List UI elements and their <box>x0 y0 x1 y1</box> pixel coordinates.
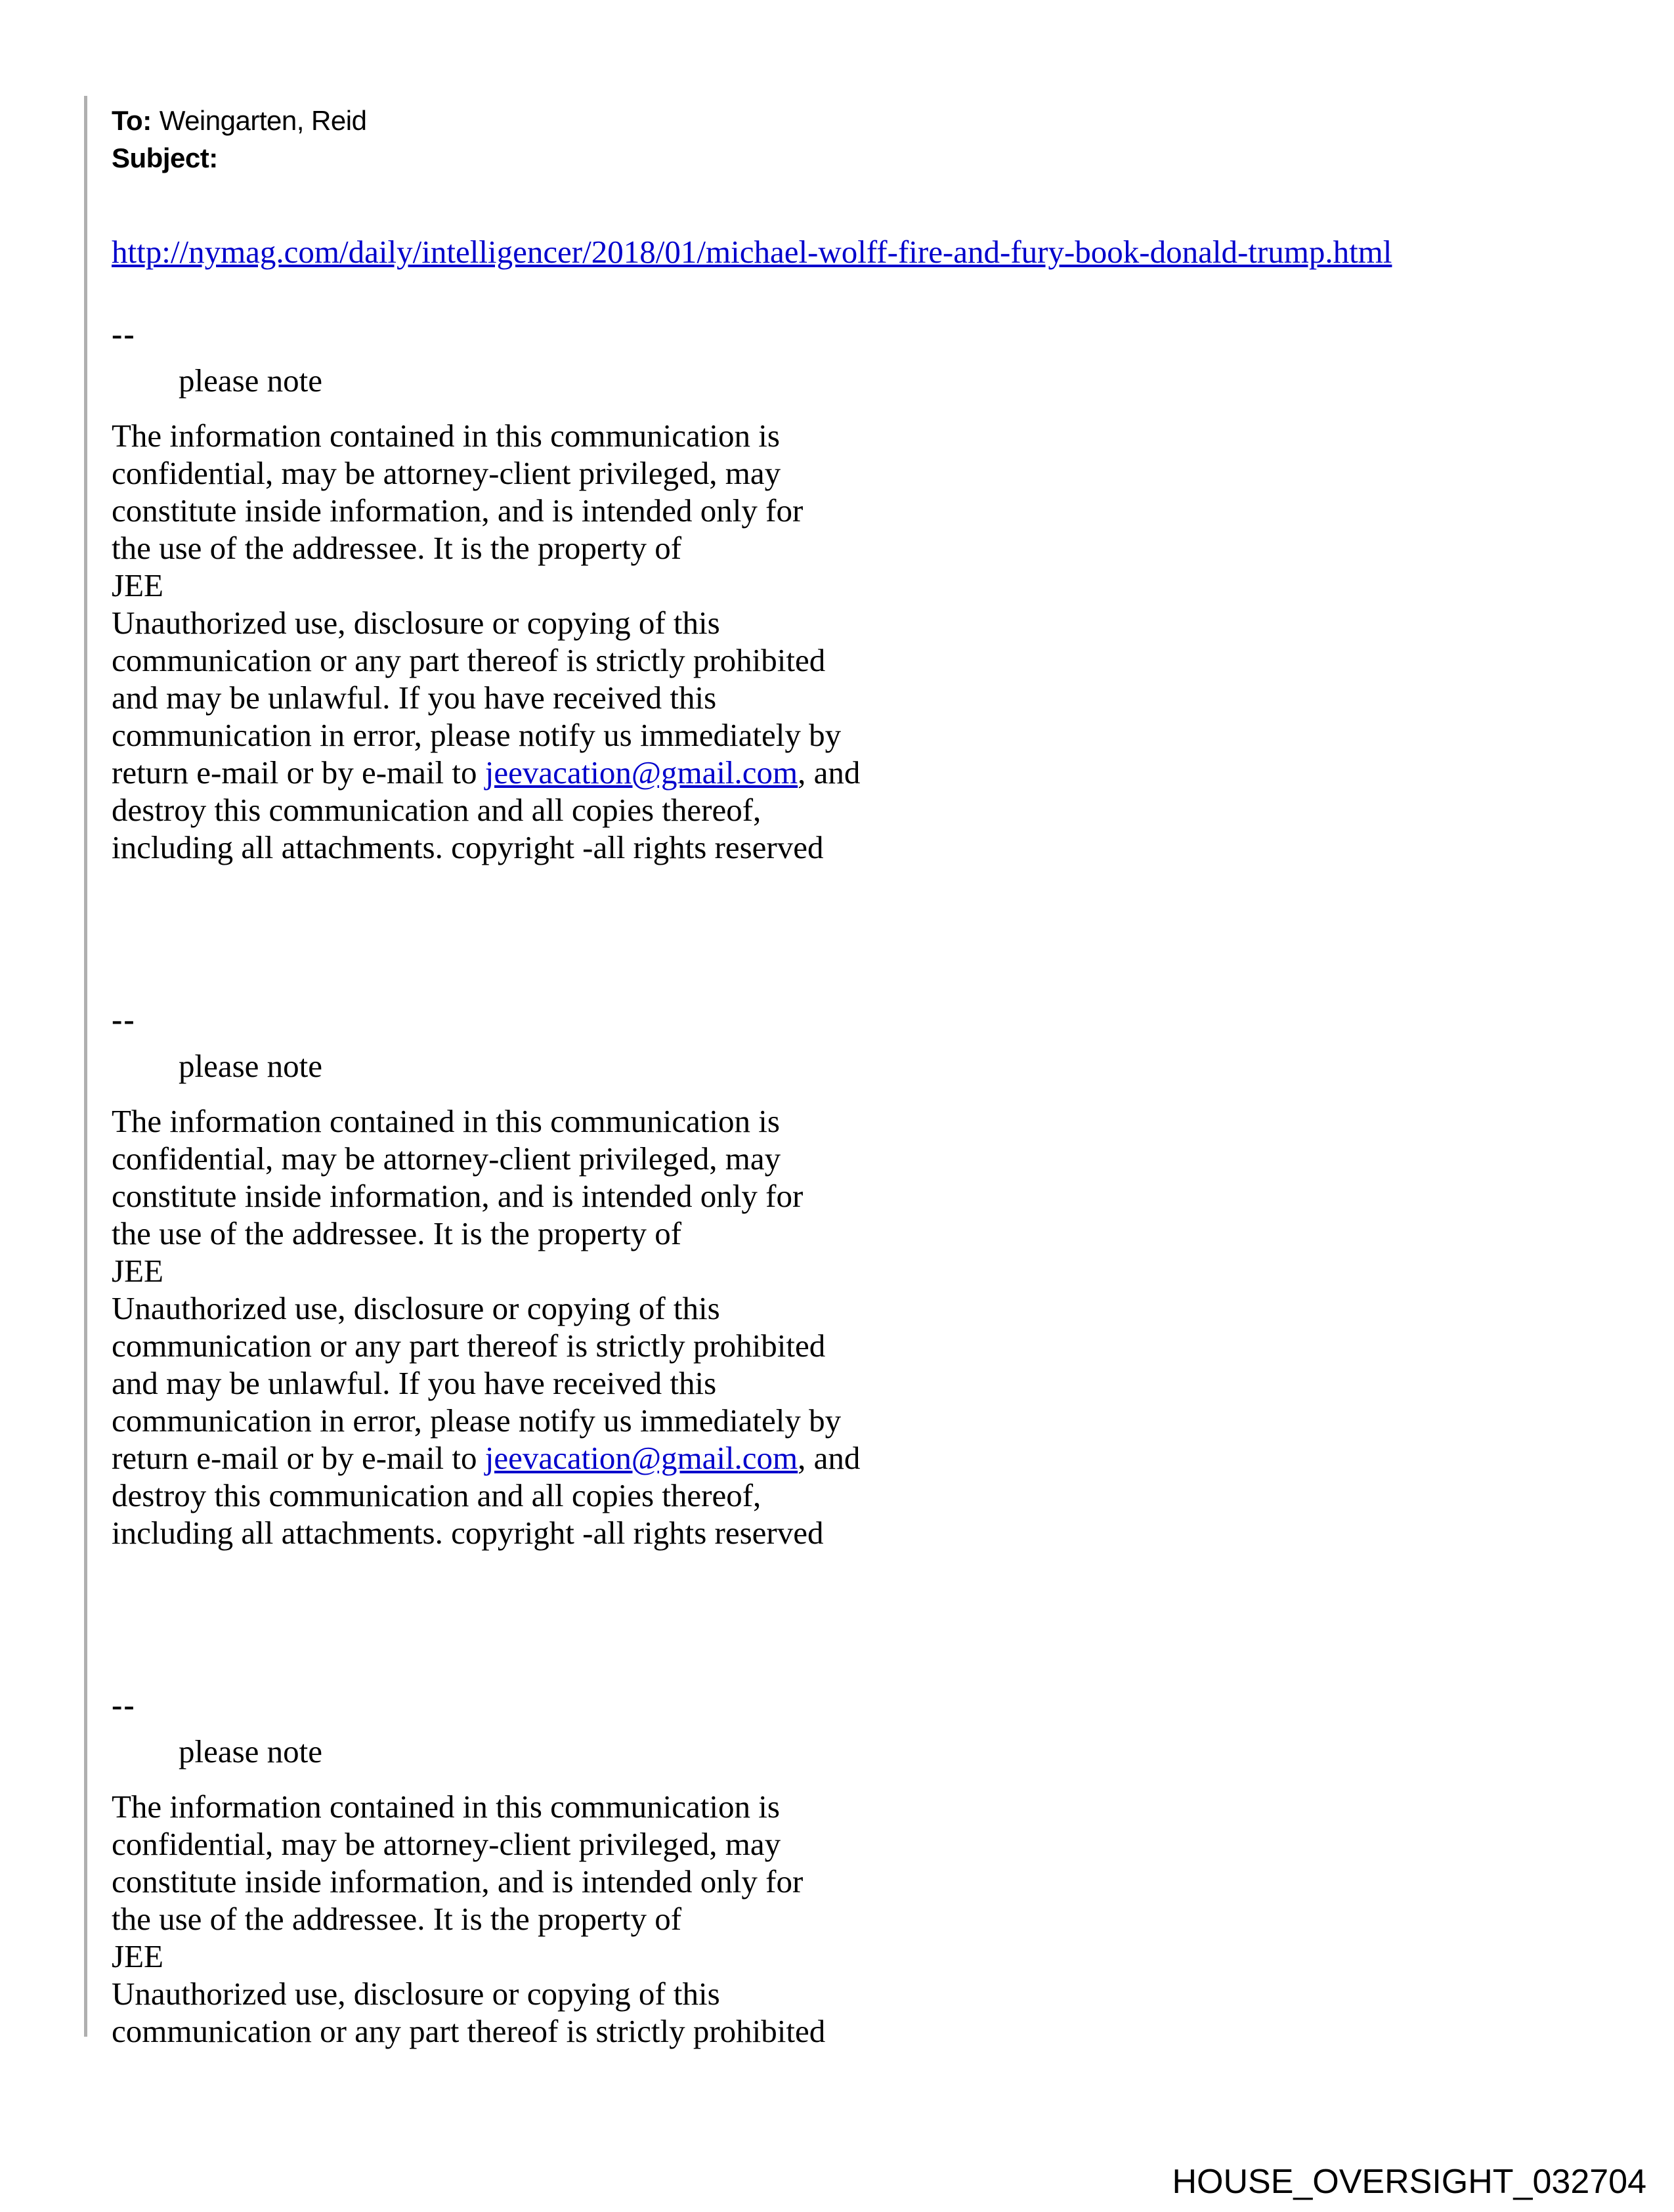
subject-label: Subject: <box>112 142 218 173</box>
separator-dashes: -- <box>112 1687 136 1723</box>
disclaimer-line: constitute inside information, and is intended only for <box>112 1178 804 1214</box>
to-line <box>112 102 1556 139</box>
disclaimer-paragraph <box>112 1102 1556 1551</box>
disclaimer-line: confidential, may be attorney-client privileged, may <box>112 455 781 491</box>
disclaimer-line: JEE <box>112 1938 163 1974</box>
disclaimer-line: JEE <box>112 567 163 603</box>
to-value: Weingarten, Reid <box>159 105 367 136</box>
disclaimer-line: the use of the addressee. It is the property of <box>112 1215 682 1251</box>
separator-dashes: -- <box>112 1001 136 1037</box>
disclaimer-line: communication in error, please notify us immediately by <box>112 717 842 753</box>
disclaimer-line: communication or any part thereof is strictly prohibited <box>112 1328 826 1364</box>
disclaimer-line: the use of the addressee. It is the property of <box>112 530 682 566</box>
disclaimer-line: communication or any part thereof is strictly prohibited <box>112 642 826 678</box>
disclaimer-line: including all attachments. copyright -all rights reserved <box>112 829 824 865</box>
quoted-message-bar <box>84 96 87 2037</box>
signature-blocks <box>112 315 1556 2050</box>
disclaimer-line: The information contained in this communication is <box>112 1103 780 1139</box>
bates-number: HOUSE_OVERSIGHT_032704 <box>1172 2163 1646 2201</box>
disclaimer-text: , and <box>798 754 861 791</box>
please-note-heading: please note <box>179 1733 323 1769</box>
disclaimer-line: The information contained in this communication is <box>112 418 780 454</box>
email-content <box>112 102 1556 2050</box>
signature-block <box>112 1686 1556 2050</box>
disclaimer-line: destroy this communication and all copies thereof, <box>112 1477 762 1513</box>
disclaimer-line: destroy this communication and all copies thereof, <box>112 792 762 828</box>
signature-block <box>112 315 1556 866</box>
disclaimer-paragraph <box>112 417 1556 866</box>
disclaimer-line: Unauthorized use, disclosure or copying of this <box>112 1290 720 1326</box>
disclaimer-line: including all attachments. copyright -all rights reserved <box>112 1515 824 1551</box>
email-header <box>112 102 1556 177</box>
disclaimer-line: communication or any part thereof is strictly prohibited <box>112 2013 826 2049</box>
disclaimer-text: return e-mail or by e-mail to <box>112 754 485 791</box>
disclaimer-text: return e-mail or by e-mail to <box>112 1440 485 1476</box>
disclaimer-line: Unauthorized use, disclosure or copying of this <box>112 605 720 641</box>
disclaimer-line: confidential, may be attorney-client privileged, may <box>112 1826 781 1862</box>
disclaimer-text: , and <box>798 1440 861 1476</box>
article-link-line <box>112 233 1556 271</box>
disclaimer-line: and may be unlawful. If you have received this <box>112 680 717 716</box>
disclaimer-line: constitute inside information, and is intended only for <box>112 1863 804 1899</box>
disclaimer-line: and may be unlawful. If you have received this <box>112 1365 717 1401</box>
disclaimer-line: communication in error, please notify us immediately by <box>112 1402 842 1439</box>
signature-block <box>112 1001 1556 1551</box>
to-label: To: <box>112 105 152 136</box>
disclaimer-paragraph <box>112 1788 1556 2050</box>
disclaimer-line: constitute inside information, and is intended only for <box>112 492 804 529</box>
disclaimer-line <box>112 754 1556 791</box>
disclaimer-line: confidential, may be attorney-client privileged, may <box>112 1140 781 1177</box>
please-note-heading: please note <box>179 1048 323 1084</box>
disclaimer-line <box>112 1439 1556 1477</box>
disclaimer-line: Unauthorized use, disclosure or copying of this <box>112 1976 720 2012</box>
disclaimer-line: The information contained in this communication is <box>112 1789 780 1825</box>
disclaimer-line: the use of the addressee. It is the property of <box>112 1901 682 1937</box>
separator-dashes: -- <box>112 316 136 352</box>
article-link[interactable]: http://nymag.com/daily/intelligencer/2018/01/michael-wolff-fire-and-fury-book-donald-trump.html <box>112 234 1392 270</box>
subject-line <box>112 139 1556 177</box>
email-link[interactable]: jeevacation@gmail.com <box>484 1440 798 1476</box>
disclaimer-line: JEE <box>112 1253 163 1289</box>
please-note-heading: please note <box>179 362 323 399</box>
email-link[interactable]: jeevacation@gmail.com <box>484 754 798 791</box>
